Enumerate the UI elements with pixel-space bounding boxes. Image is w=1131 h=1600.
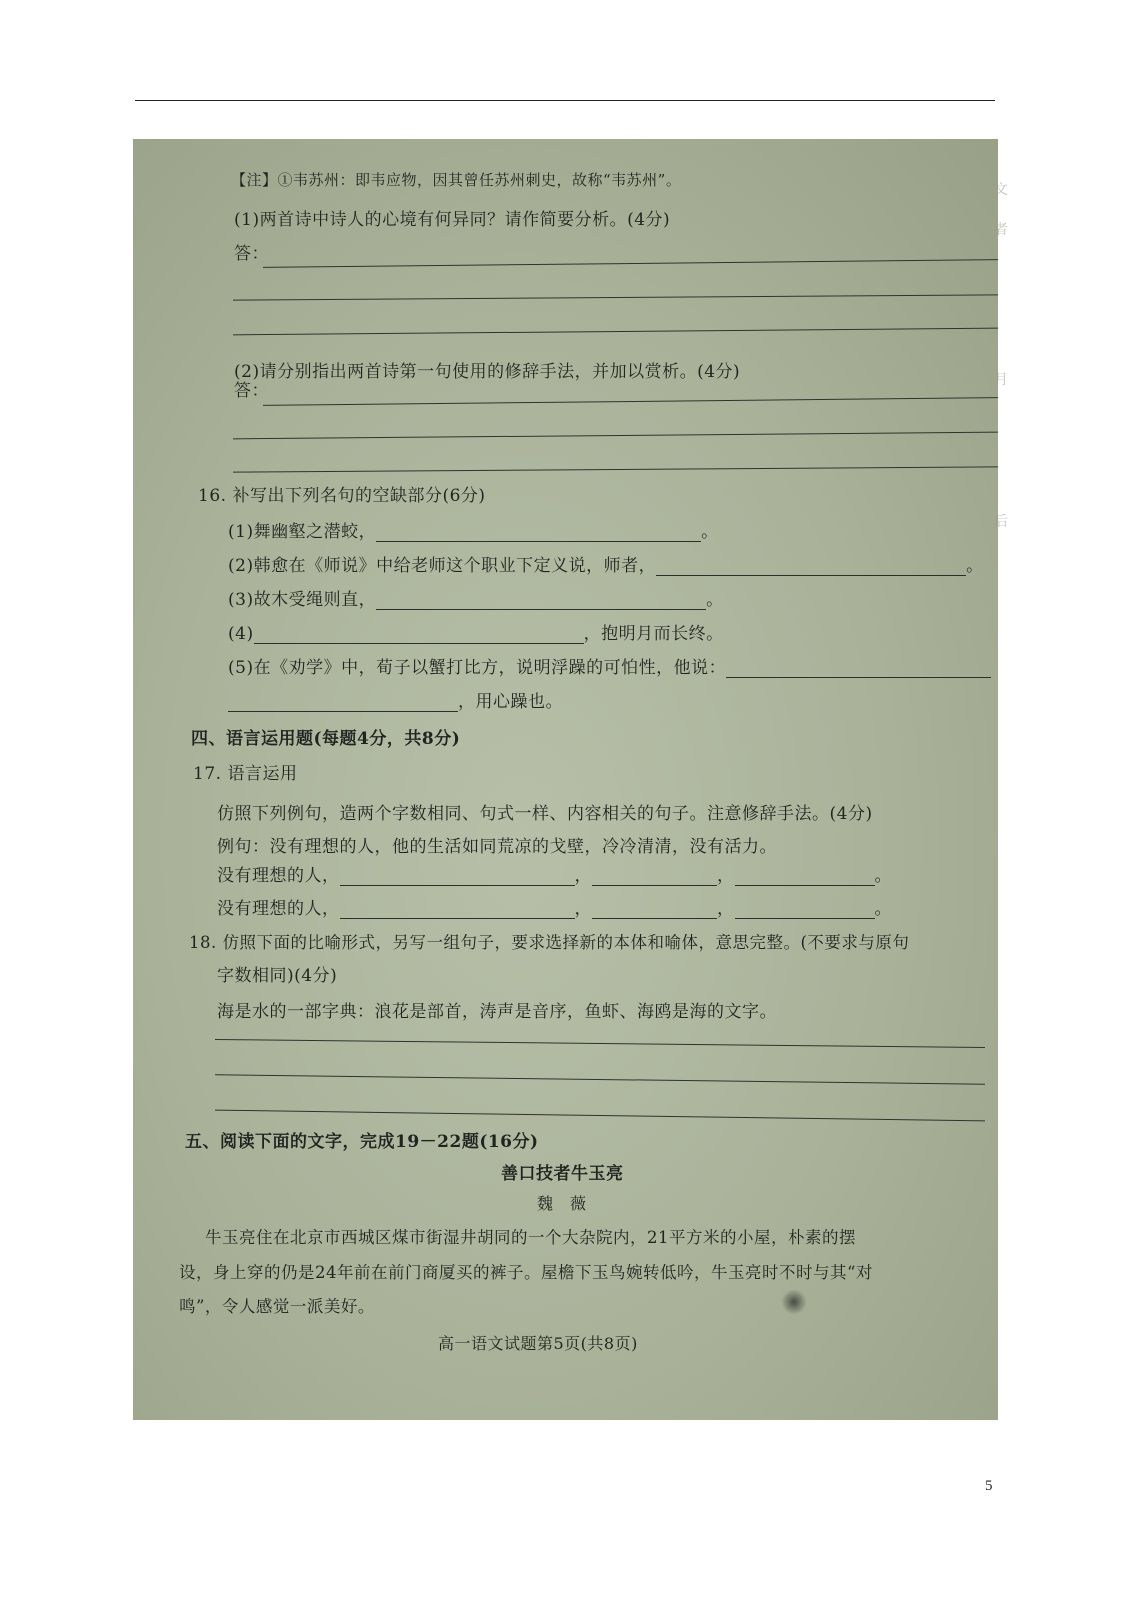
q16-item-5-cont [228,687,563,712]
q17-instruction: 仿照下列例句，造两个字数相同、句式一样、内容相关的句子。注意修辞手法。(4分) [217,804,873,824]
fill-blank[interactable] [656,559,966,576]
answer-line [233,466,998,472]
article-author: 魏 薇 [537,1194,587,1213]
fill-blank[interactable] [592,902,717,919]
exam-footer: 高一语文试题第5页(共8页) [438,1334,638,1353]
period: 。 [874,866,892,886]
page-number: 5 [985,1478,993,1494]
answer-line [215,1074,985,1084]
q16-item-3-text: (3)故木受绳则直， [228,590,377,610]
q18-line-2: 字数相同)(4分) [217,966,338,986]
q16-item-4 [228,619,724,644]
q17-prompt: 没有理想的人， [217,866,340,886]
q17-answer-1 [217,861,892,886]
comma: ， [574,866,592,886]
q16-item-5-tail: ，用心躁也。 [458,692,563,712]
q16-item-4-text: (4) [228,624,254,644]
ink-smudge [781,1289,807,1315]
fill-blank[interactable] [340,902,575,919]
q16-title: 16. 补写出下列名句的空缺部分(6分) [198,486,486,506]
answer-line [215,1110,985,1122]
article-para-2: 设，身上穿的仍是24年前在前门商厦买的裤子。屋檐下玉鸟婉转低吟，牛玉亮时不时与其“对 [179,1263,873,1282]
q18-example: 海是水的一部字典：浪花是部首，涛声是音序，鱼虾、海鸥是海的文字。 [217,1002,777,1022]
exam-page-photo: 文 者 月 后 【注】①韦苏州：即韦应物，因其曾任苏州刺史，故称“韦苏州”。 (1)两首诗中诗人的心境有何异同？请作简要分析。(4分) 答： (2)请分别指出两首诗第一句使用的修辞手法，并加以赏析。(4分) 答： 16. 补写出下列名句的空缺部分(6分) (1)舞幽壑之潜蛟， 。 (2)韩愈在《师说》中给老师这个职业下定义说，师者， 。 (3)故木受绳则直， 。 (4) ，抱明月而长终。 (5)在《劝学》中，荀子以蟹打比方，说明浮躁的可怕性，他说： ，用心躁也。 四、语言运用题(每题4分，共8分) 17. 语言运用 仿照下列例句，造两个字数相同、句式一样、内容相关的句子。注意修辞手法。(4分) 例句：没有理想的人，他的生活如同荒凉的戈壁，冷冷清清，没有活力。 没有理想的人， ， ， 。 没有理想的人， ， ， 。 18. 仿照下面的比喻形式，另写一组句子，要求选择新的本体和喻体，意思完整。(不要求与原句 字数相同)(4分) 海是水的一部字典：浪花是部首，涛声是音序，鱼虾、海鸥是海的文字。 五、阅读下面的文字，完成19－22题(16分) 善口技者牛玉亮 魏 薇 牛玉亮住在北京市西城区煤市街湿井胡同的一个大杂院内，21平方米的小屋，朴素的摆 设，身上穿的仍是24年前在前门商厦买的裤子。屋檐下玉鸟婉转低吟，牛玉亮时不时与其“对 鸣”，令人感觉一派美好。 高一语文试题第5页(共8页) [133,139,998,1420]
section-5-title: 五、阅读下面的文字，完成19－22题(16分) [185,1132,539,1152]
fill-blank[interactable] [726,661,991,678]
answer-line [263,397,998,406]
answer-line [263,259,998,268]
q16-item-5 [228,653,991,678]
q17-answer-2 [217,894,892,919]
comma: ， [717,866,735,886]
article-para-1: 牛玉亮住在北京市西城区煤市街湿井胡同的一个大杂院内，21平方米的小屋，朴素的摆 [205,1228,856,1247]
q16-item-2-text: (2)韩愈在《师说》中给老师这个职业下定义说，师者， [228,556,657,576]
article-title: 善口技者牛玉亮 [501,1164,624,1184]
q16-item-1-text: (1)舞幽壑之潜蛟， [228,522,377,542]
comma: ， [574,899,592,919]
answer-label: 答： [234,244,269,264]
q18-line-1: 18. 仿照下面的比喻形式，另写一组句子，要求选择新的本体和喻体，意思完整。(不要求与原句 [189,933,910,952]
article-para-3: 鸣”，令人感觉一派美好。 [179,1297,375,1316]
q16-item-1 [228,517,719,542]
fill-blank[interactable] [376,593,706,610]
section-4-title: 四、语言运用题(每题4分，共8分) [191,729,461,749]
q17-title: 17. 语言运用 [193,764,298,784]
q16-item-5-text: (5)在《劝学》中，荀子以蟹打比方，说明浮躁的可怕性，他说： [228,658,727,678]
fill-blank[interactable] [592,869,717,886]
answer-line [215,1039,985,1048]
fill-blank[interactable] [376,525,701,542]
q16-item-4-tail: ，抱明月而长终。 [583,624,724,644]
fill-blank[interactable] [735,902,875,919]
q17-example: 例句：没有理想的人，他的生活如同荒凉的戈壁，冷冷清清，没有活力。 [217,837,777,857]
answer-line [233,328,998,336]
q16-item-2 [228,551,984,576]
answer-line [233,294,998,300]
period: 。 [706,590,724,610]
fill-blank[interactable] [735,869,875,886]
answer-label: 答： [234,381,269,401]
fill-blank[interactable] [228,695,458,712]
q15-sub1: (1)两首诗中诗人的心境有何异同？请作简要分析。(4分) [234,210,671,230]
period: 。 [874,899,892,919]
header-rule [135,100,995,101]
poem-note: 【注】①韦苏州：即韦应物，因其曾任苏州刺史，故称“韦苏州”。 [231,171,682,189]
q15-sub2: (2)请分别指出两首诗第一句使用的修辞手法，并加以赏析。(4分) [234,362,741,382]
period: 。 [966,556,984,576]
fill-blank[interactable] [254,627,584,644]
answer-line [233,432,998,440]
fill-blank[interactable] [340,869,575,886]
q16-item-3 [228,585,724,610]
comma: ， [717,899,735,919]
period: 。 [701,522,719,542]
q17-prompt: 没有理想的人， [217,899,340,919]
